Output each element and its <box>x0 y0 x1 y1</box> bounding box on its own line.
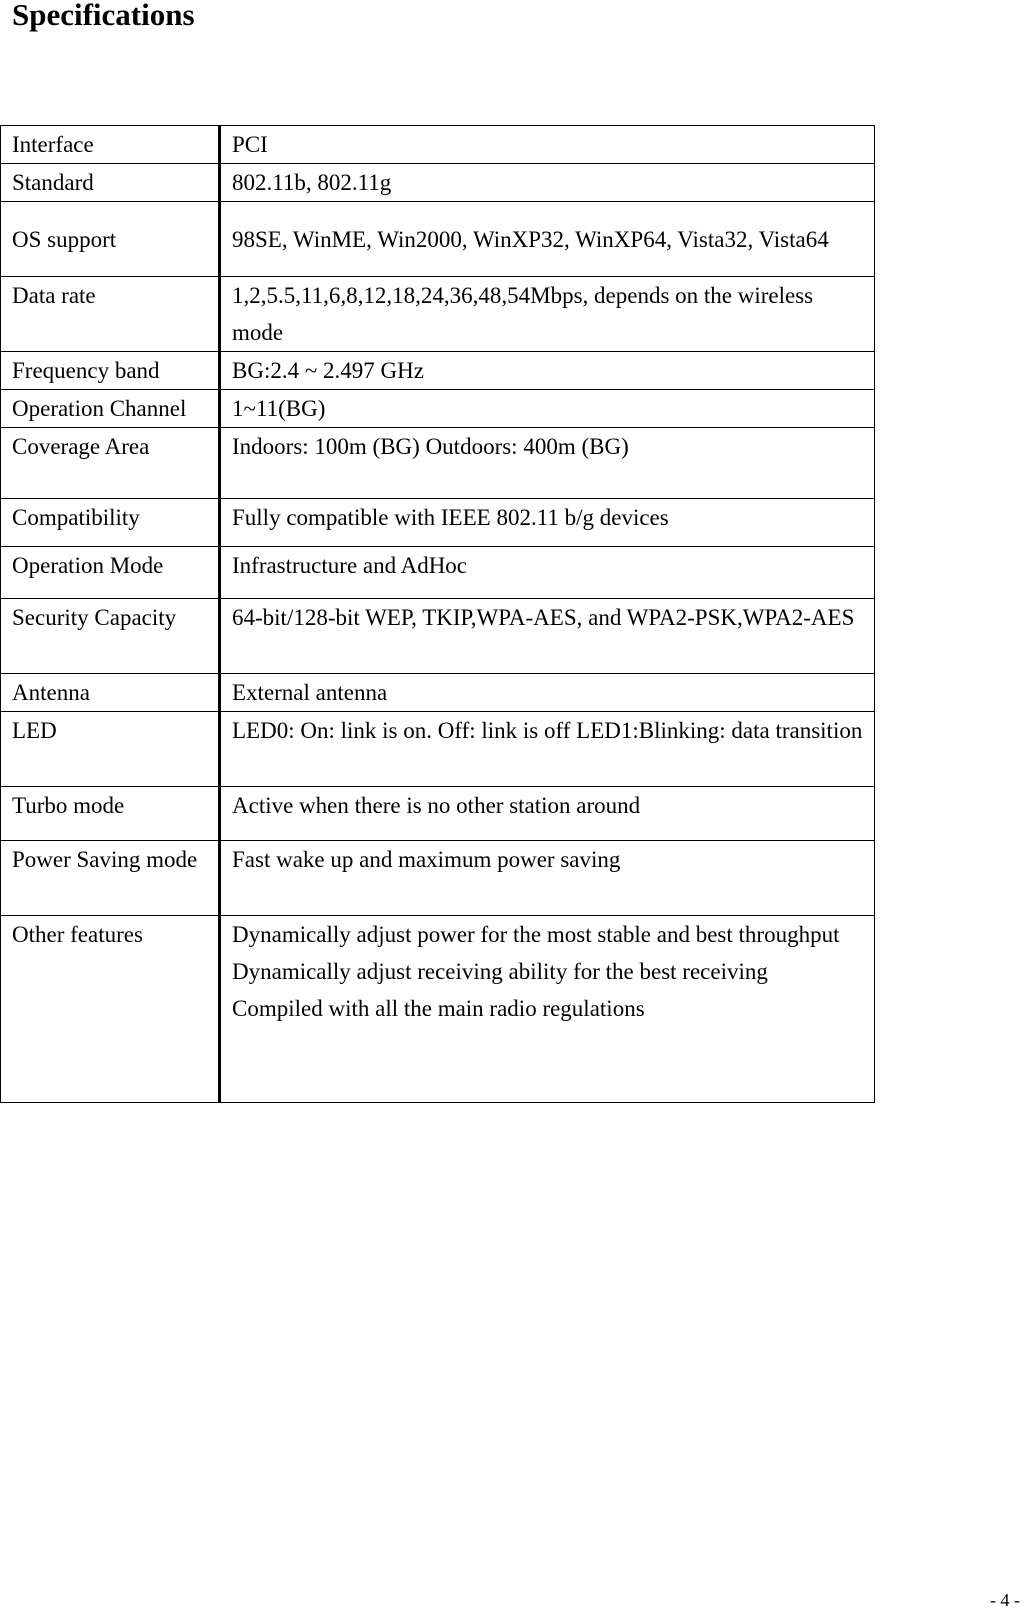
spec-label-os-support: OS support <box>1 202 220 277</box>
spec-label-compatibility: Compatibility <box>1 499 220 547</box>
table-row <box>1 202 875 277</box>
spec-label-turbo-mode: Turbo mode <box>1 787 220 841</box>
spec-value-data-rate: 1,2,5.5,11,6,8,12,18,24,36,48,54Mbps, depends on the wireless mode <box>220 277 875 352</box>
table-row <box>1 674 875 712</box>
spec-value-standard: 802.11b, 802.11g <box>220 164 875 202</box>
table-row <box>1 428 875 499</box>
table-row <box>1 499 875 547</box>
spec-label-other-features: Other features <box>1 916 220 1103</box>
table-row <box>1 916 875 1103</box>
table-row <box>1 599 875 674</box>
spec-label-security-capacity: Security Capacity <box>1 599 220 674</box>
spec-value-other-features <box>220 916 875 1103</box>
spec-value-operation-channel: 1~11(BG) <box>220 390 875 428</box>
spec-value-antenna: External antenna <box>220 674 875 712</box>
table-row <box>1 547 875 599</box>
table-row <box>1 712 875 787</box>
page-number: - 4 - <box>990 1590 1020 1610</box>
spec-value-operation-mode: Infrastructure and AdHoc <box>220 547 875 599</box>
spec-value-compatibility: Fully compatible with IEEE 802.11 b/g devices <box>220 499 875 547</box>
spec-label-led: LED <box>1 712 220 787</box>
other-feature-line: Dynamically adjust receiving ability for the best receiving <box>232 959 768 984</box>
table-row <box>1 841 875 916</box>
spec-label-antenna: Antenna <box>1 674 220 712</box>
spec-value-frequency-band: BG:2.4 ~ 2.497 GHz <box>220 352 875 390</box>
table-row <box>1 352 875 390</box>
spec-label-power-saving-mode: Power Saving mode <box>1 841 220 916</box>
table-row <box>1 126 875 164</box>
spec-label-coverage-area: Coverage Area <box>1 428 220 499</box>
spec-value-turbo-mode: Active when there is no other station around <box>220 787 875 841</box>
spec-value-interface: PCI <box>220 126 875 164</box>
spec-value-os-support: 98SE, WinME, Win2000, WinXP32, WinXP64, Vista32, Vista64 <box>220 202 875 277</box>
spec-label-operation-channel: Operation Channel <box>1 390 220 428</box>
spec-label-data-rate: Data rate <box>1 277 220 352</box>
table-row <box>1 390 875 428</box>
spec-value-power-saving-mode: Fast wake up and maximum power saving <box>220 841 875 916</box>
specifications-table <box>0 125 875 1103</box>
spec-label-standard: Standard <box>1 164 220 202</box>
spec-value-coverage-area: Indoors: 100m (BG) Outdoors: 400m (BG) <box>220 428 875 499</box>
other-feature-line: Dynamically adjust power for the most stable and best throughput <box>232 922 840 947</box>
spec-value-led: LED0: On: link is on. Off: link is off LED1:Blinking: data transition <box>220 712 875 787</box>
table-row <box>1 164 875 202</box>
other-feature-line: Compiled with all the main radio regulations <box>232 996 645 1021</box>
spec-value-security-capacity: 64-bit/128-bit WEP, TKIP,WPA-AES, and WPA2-PSK,WPA2-AES <box>220 599 875 674</box>
table-row <box>1 277 875 352</box>
page-title: Specifications <box>12 0 195 32</box>
table-row <box>1 787 875 841</box>
spec-label-operation-mode: Operation Mode <box>1 547 220 599</box>
spec-label-frequency-band: Frequency band <box>1 352 220 390</box>
spec-label-interface: Interface <box>1 126 220 164</box>
